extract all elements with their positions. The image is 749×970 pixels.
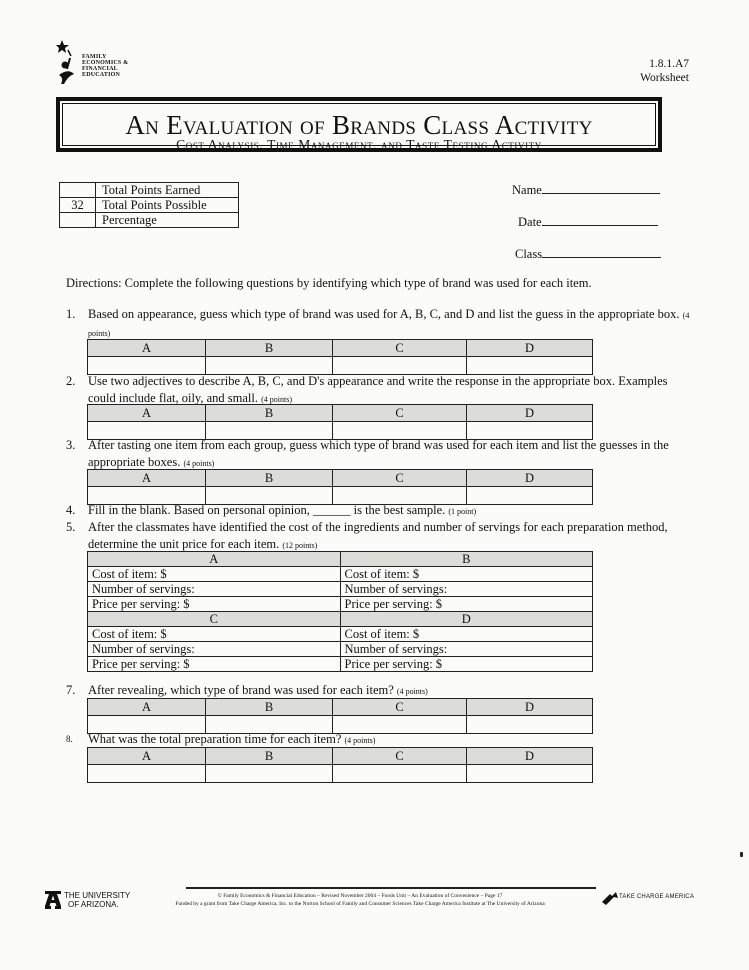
- scan-speck: [740, 852, 743, 857]
- points-table: [59, 182, 239, 228]
- price-per-serving-c[interactable]: Price per serving: $: [88, 657, 341, 672]
- class-field[interactable]: [515, 246, 661, 262]
- points-possible-value: 32: [60, 198, 96, 213]
- price-per-serving-b[interactable]: Price per serving: $: [340, 597, 593, 612]
- doc-type: Worksheet: [640, 72, 689, 84]
- answer-cell-a[interactable]: [88, 765, 206, 783]
- cost-group-b: B: [340, 552, 593, 567]
- question-7: 7. After revealing, which type of brand was used for each item? (4 points): [66, 683, 428, 697]
- date-line[interactable]: [542, 214, 658, 226]
- date-field[interactable]: [518, 214, 658, 230]
- footer-copyright: © Family Economics & Financial Education – Revised November 2004 – Foods Unit – An Evaluation of Convenience – Page 17: [217, 893, 503, 899]
- question-1: 1. Based on appearance, guess which type of brand was used for A, B, C, and D and list the guess in the appropriate box. (4 points): [66, 307, 690, 338]
- cost-item-b[interactable]: Cost of item: $: [340, 567, 593, 582]
- answer-cell-a[interactable]: [88, 357, 206, 375]
- cost-item-c[interactable]: Cost of item: $: [88, 627, 341, 642]
- cost-item-a[interactable]: Cost of item: $: [88, 567, 341, 582]
- servings-a[interactable]: Number of servings:: [88, 582, 341, 597]
- answer-table-q1: A B C D: [87, 339, 593, 375]
- title-box: [56, 97, 662, 152]
- answer-cell-d[interactable]: [467, 765, 593, 783]
- cost-group-a: A: [88, 552, 341, 567]
- question-3: 3. After tasting one item from each group, guess which type of brand was used for each item and list the guesses in the appropriate boxes. (4 points): [66, 438, 669, 469]
- question-2: 2. Use two adjectives to describe A, B, C, and D's appearance and write the response in the appropriate box. Examples could include flat, oily, and small. (4 points): [66, 374, 668, 405]
- answer-cell-c[interactable]: [333, 765, 467, 783]
- percentage-value[interactable]: [60, 213, 96, 228]
- page-title: An Evaluation of Brands Class Activity: [125, 110, 593, 140]
- price-per-serving-d[interactable]: Price per serving: $: [340, 657, 593, 672]
- university-of-arizona-logo: THE UNIVERSITY OF ARIZONA.: [44, 890, 134, 912]
- take-charge-america-logo: TAKE CHARGE AMERICA: [602, 892, 702, 908]
- footer-credits: [120, 892, 600, 908]
- price-per-serving-a[interactable]: Price per serving: $: [88, 597, 341, 612]
- logo-text: FAMILY ECONOMICS & FINANCIAL EDUCATION: [82, 54, 129, 78]
- tca-arrow-icon: [602, 892, 618, 906]
- answer-table-q2: A B C D: [87, 404, 593, 440]
- document-code: [640, 57, 689, 85]
- cost-item-d[interactable]: Cost of item: $: [340, 627, 593, 642]
- points-possible-label: Total Points Possible: [96, 198, 239, 213]
- answer-cell-b[interactable]: [206, 357, 333, 375]
- name-field[interactable]: [512, 182, 660, 198]
- arizona-a-icon: [44, 890, 62, 910]
- footer-funding: Funded by a grant from Take Charge America, Inc. to the Norton School of Family and Consumer Sciences Take Charge America Institute at The University of Arizona: [175, 901, 545, 907]
- points-earned-label: Total Points Earned: [96, 183, 239, 198]
- name-label: Name: [512, 183, 542, 197]
- fefe-logo: [56, 38, 166, 88]
- directions: Directions: Complete the following questions by identifying which type of brand was used for each item.: [66, 276, 592, 290]
- points-row: [60, 213, 239, 228]
- page-subtitle: Cost Analysis, Time Management, and Taste Testing Activity: [176, 137, 542, 152]
- cost-group-c: C: [88, 612, 341, 627]
- question-5: 5. After the classmates have identified the cost of the ingredients and number of servings for each preparation method, determine the unit price for each item. (12 points): [66, 520, 668, 551]
- date-label: Date: [518, 215, 542, 229]
- cost-table: [87, 551, 593, 672]
- footer-divider: [186, 887, 596, 889]
- question-4: 4. Fill in the blank. Based on personal opinion, ______ is the best sample. (1 point): [66, 503, 477, 517]
- answer-table-q8: A B C D: [87, 747, 593, 783]
- servings-b[interactable]: Number of servings:: [340, 582, 593, 597]
- points-row: [60, 198, 239, 213]
- servings-c[interactable]: Number of servings:: [88, 642, 341, 657]
- points-row: [60, 183, 239, 198]
- percentage-label: Percentage: [96, 213, 239, 228]
- star-figure-icon: [56, 38, 82, 88]
- question-8: 8. What was the total preparation time for each item? (4 points): [66, 732, 376, 746]
- doc-code: 1.8.1.A7: [649, 58, 689, 70]
- points-earned-value[interactable]: [60, 183, 96, 198]
- class-line[interactable]: [542, 246, 661, 258]
- servings-d[interactable]: Number of servings:: [340, 642, 593, 657]
- answer-cell-b[interactable]: [206, 765, 333, 783]
- answer-cell-d[interactable]: [467, 357, 593, 375]
- name-line[interactable]: [542, 182, 660, 194]
- answer-table-q3: A B C D: [87, 469, 593, 505]
- class-label: Class: [515, 247, 543, 261]
- answer-cell-c[interactable]: [333, 357, 467, 375]
- answer-table-q7: A B C D: [87, 698, 593, 734]
- cost-group-d: D: [340, 612, 593, 627]
